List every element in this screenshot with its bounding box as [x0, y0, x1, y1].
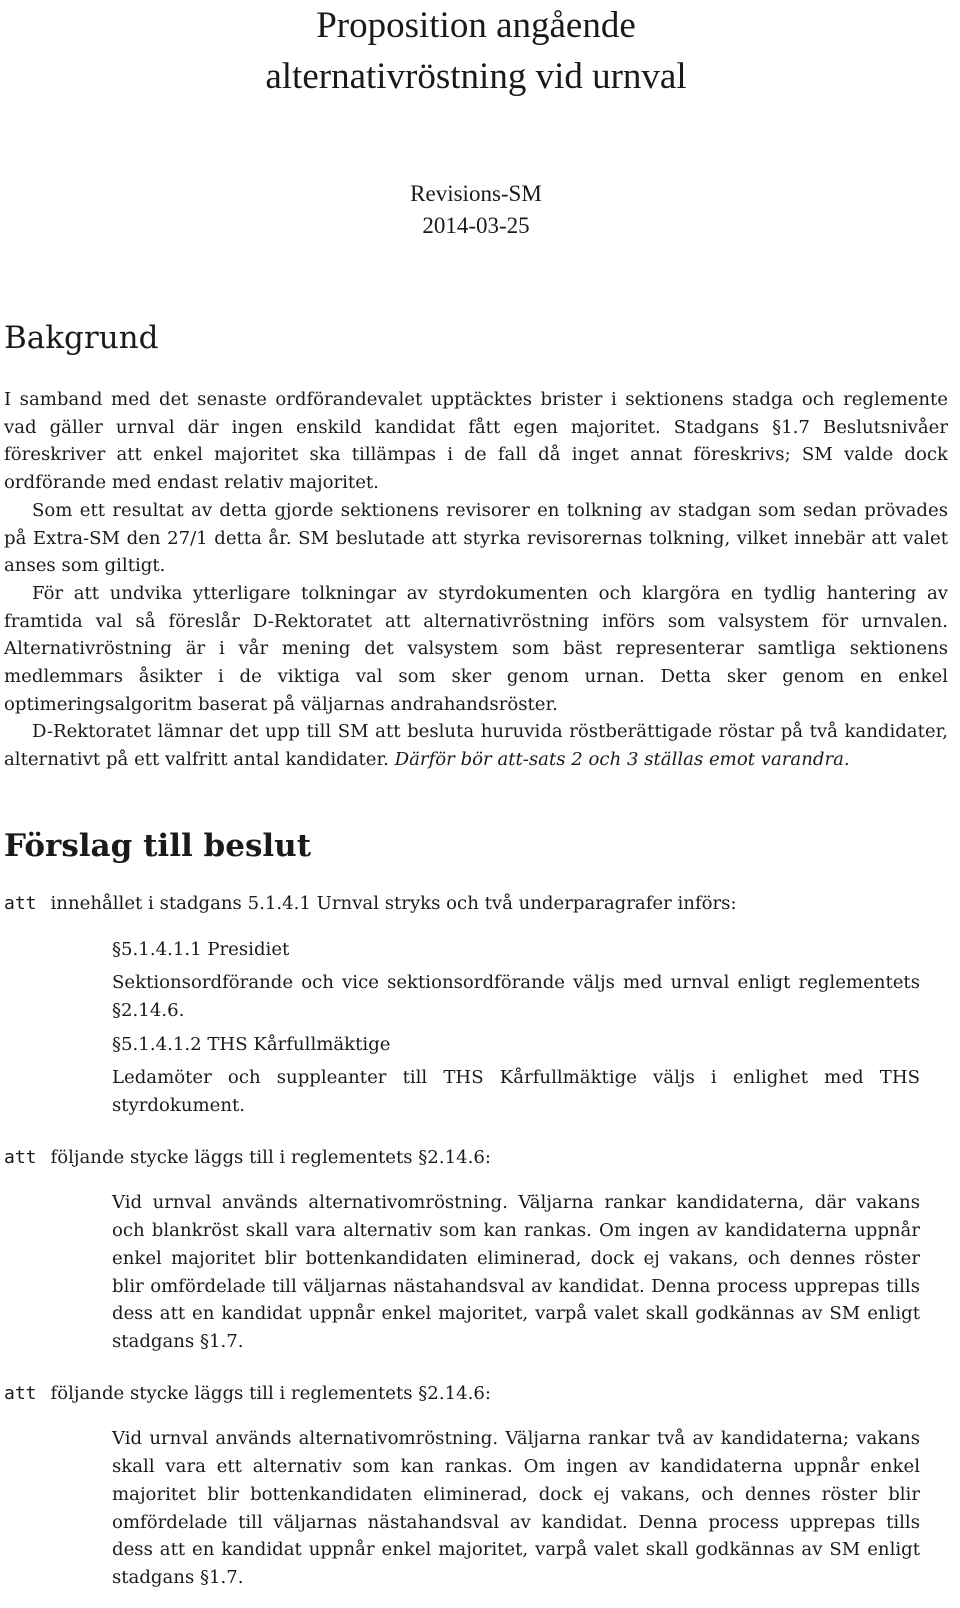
att-clause-2: [4, 1144, 948, 1172]
att-clause-2-block: [112, 1189, 920, 1355]
att-keyword: att: [4, 1146, 37, 1168]
title-line-1: Proposition angående: [316, 5, 636, 46]
subparagraph-2-text: Ledamöter och suppleanter till THS Kårfullmäktige väljs i enlighet med THS styrdokument.: [112, 1067, 920, 1117]
section-heading-bakgrund: Bakgrund: [4, 320, 159, 356]
att-clause-1: [4, 890, 948, 918]
bakgrund-paragraph-4-emphasis: Därför bör att-sats 2 och 3 ställas emot varandra.: [394, 749, 850, 771]
att-clause-2-quote: Vid urnval används alternativomröstning. Väljarna rankar kandidaterna, där vakans och blankröst skall vara alternativ som kan rankas. Om ingen av kandidaterna uppnår enkel majoritet blir bottenkandidaten eliminerad, dock ej vakans, och dennes röster blir omfördelade till väljarnas nästahandsval av kandidat. Denna process upprepas tills dess att en kandidat uppnår enkel majoritet, varpå valet skall godkännas av SM enligt stadgans §1.7.: [112, 1192, 920, 1352]
att-clause-1-block: [112, 936, 920, 1120]
att-clause-3: [4, 1380, 948, 1408]
meta-organ: Revisions-SM: [410, 181, 542, 206]
document-meta: [4, 178, 948, 242]
att-clause-2-text: följande stycke läggs till i reglementets §2.14.6:: [50, 1146, 491, 1168]
subparagraph-2-heading: §5.1.4.1.2 THS Kårfullmäktige: [112, 1033, 391, 1055]
subparagraph-1-text: Sektionsordförande och vice sektionsordförande väljs med urnval enligt reglementets §2.14.6.: [112, 972, 920, 1021]
att-clause-3-text: följande stycke läggs till i reglementets §2.14.6:: [50, 1382, 491, 1404]
meta-date: 2014-03-25: [422, 213, 530, 238]
bakgrund-paragraph-4-text: D-Rektoratet lämnar det upp till SM att besluta huruvida röstberättigade röstar på två kandidater, alternativt på ett valfritt antal kandidater.: [4, 721, 948, 771]
section-heading-forslag: Förslag till beslut: [4, 827, 312, 864]
bakgrund-paragraph-4: [4, 718, 948, 773]
bakgrund-paragraph-2: Som ett resultat av detta gjorde sektionens revisorer en tolkning av stadgan som sedan prövades på Extra-SM den 27/1 detta år. SM beslutade att styrka revisorernas tolkning, vilket innebär att valet anses som giltigt.: [4, 499, 948, 577]
att-clause-3-block: [112, 1425, 920, 1591]
title-line-2: alternativröstning vid urnval: [265, 56, 687, 97]
bakgrund-body: [4, 386, 948, 774]
att-keyword: att: [4, 1382, 37, 1404]
bakgrund-paragraph-1: I samband med det senaste ordförandevalet upptäcktes brister i sektionens stadga och reglemente vad gäller urnval där ingen enskild kandidat fått egen majoritet. Stadgans §1.7 Beslutsnivåer föreskriver att enkel majoritet ska tillämpas i de fall då inget annat föreskrivs; SM valde dock ordförande med endast relativ majoritet.: [4, 389, 948, 494]
att-clause-3-quote: Vid urnval används alternativomröstning. Väljarna rankar två av kandidaterna; vakans skall vara ett alternativ som kan rankas. Om ingen av kandidaterna uppnår enkel majoritet blir bottenkandidaten eliminerad, dock ej vakans, och dennes röster blir omfördelade till väljarnas nästahandsval av kandidat. Denna process upprepas tills dess att en kandidat uppnår enkel majoritet, varpå valet skall godkännas av SM enligt stadgans §1.7.: [112, 1428, 920, 1588]
bakgrund-paragraph-3: För att undvika ytterligare tolkningar av styrdokumenten och klargöra en tydlig hantering av framtida val så föreslår D-Rektoratet att alternativröstning införs som valsystem för urnvalen. Alternativröstning är i vår mening det valsystem som bäst representerar samtliga sektionens medlemmars åsikter i de viktiga val som sker genom urnan. Detta sker genom en enkel optimeringsalgoritm baserat på väljarnas andrahandsröster.: [4, 582, 948, 715]
att-keyword: att: [4, 892, 37, 914]
document-title: [4, 0, 948, 102]
subparagraph-1-heading: §5.1.4.1.1 Presidiet: [112, 938, 290, 960]
att-clause-1-text: innehållet i stadgans 5.1.4.1 Urnval stryks och två underparagrafer införs:: [50, 892, 737, 914]
